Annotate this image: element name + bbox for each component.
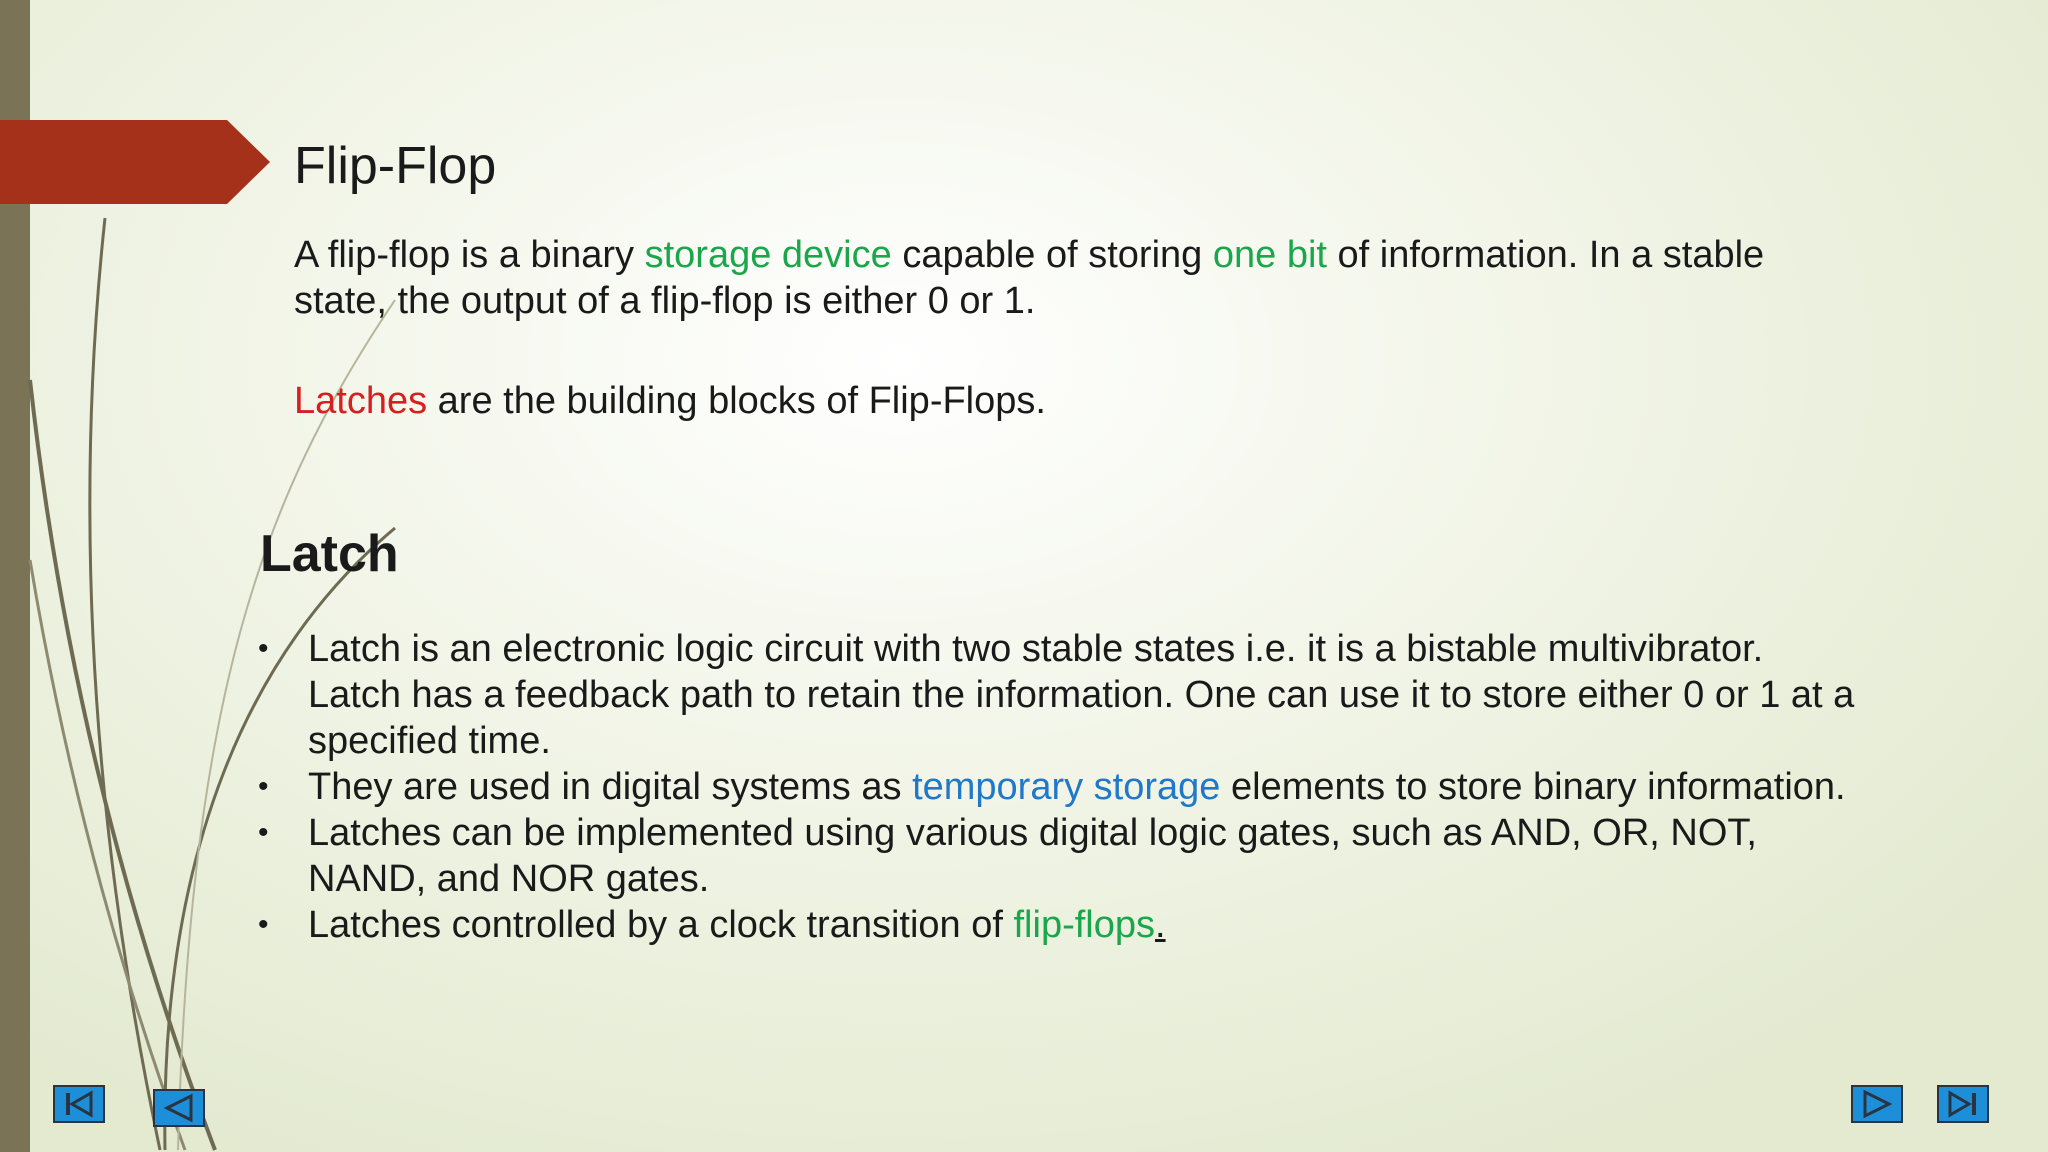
next-slide-icon	[1853, 1087, 1901, 1121]
list-item: • Latch is an electronic logic circuit with two stable states i.e. it is a bistable multivibrator. Latch has a feedback path to retain the information. One can use it to store either 0 or 1 at a specified time.	[258, 626, 1858, 764]
first-slide-button[interactable]	[53, 1085, 105, 1123]
next-slide-button[interactable]	[1851, 1085, 1903, 1123]
slide-title: Flip-Flop	[294, 137, 497, 195]
first-slide-icon	[55, 1087, 103, 1121]
last-slide-button[interactable]	[1937, 1085, 1989, 1123]
previous-slide-icon	[155, 1091, 203, 1125]
title-arrow-shape	[0, 120, 270, 204]
last-slide-icon	[1939, 1087, 1987, 1121]
flip-flop-definition: A flip-flop is a binary storage device capable of storing one bit of information. In a stable state, the output of a flip-flop is either 0 or 1.	[294, 234, 1765, 322]
section-title: Latch	[260, 525, 399, 583]
list-item: • Latches controlled by a clock transition of flip-flops.	[258, 902, 1858, 948]
previous-slide-button[interactable]	[153, 1089, 205, 1127]
latches-statement: Latches are the building blocks of Flip-Flops.	[294, 380, 1046, 422]
list-item: • They are used in digital systems as temporary storage elements to store binary information.	[258, 764, 1858, 810]
list-item: • Latches can be implemented using various digital logic gates, such as AND, OR, NOT, NAND, and NOR gates.	[258, 810, 1858, 902]
latch-bullet-list	[258, 626, 1858, 948]
